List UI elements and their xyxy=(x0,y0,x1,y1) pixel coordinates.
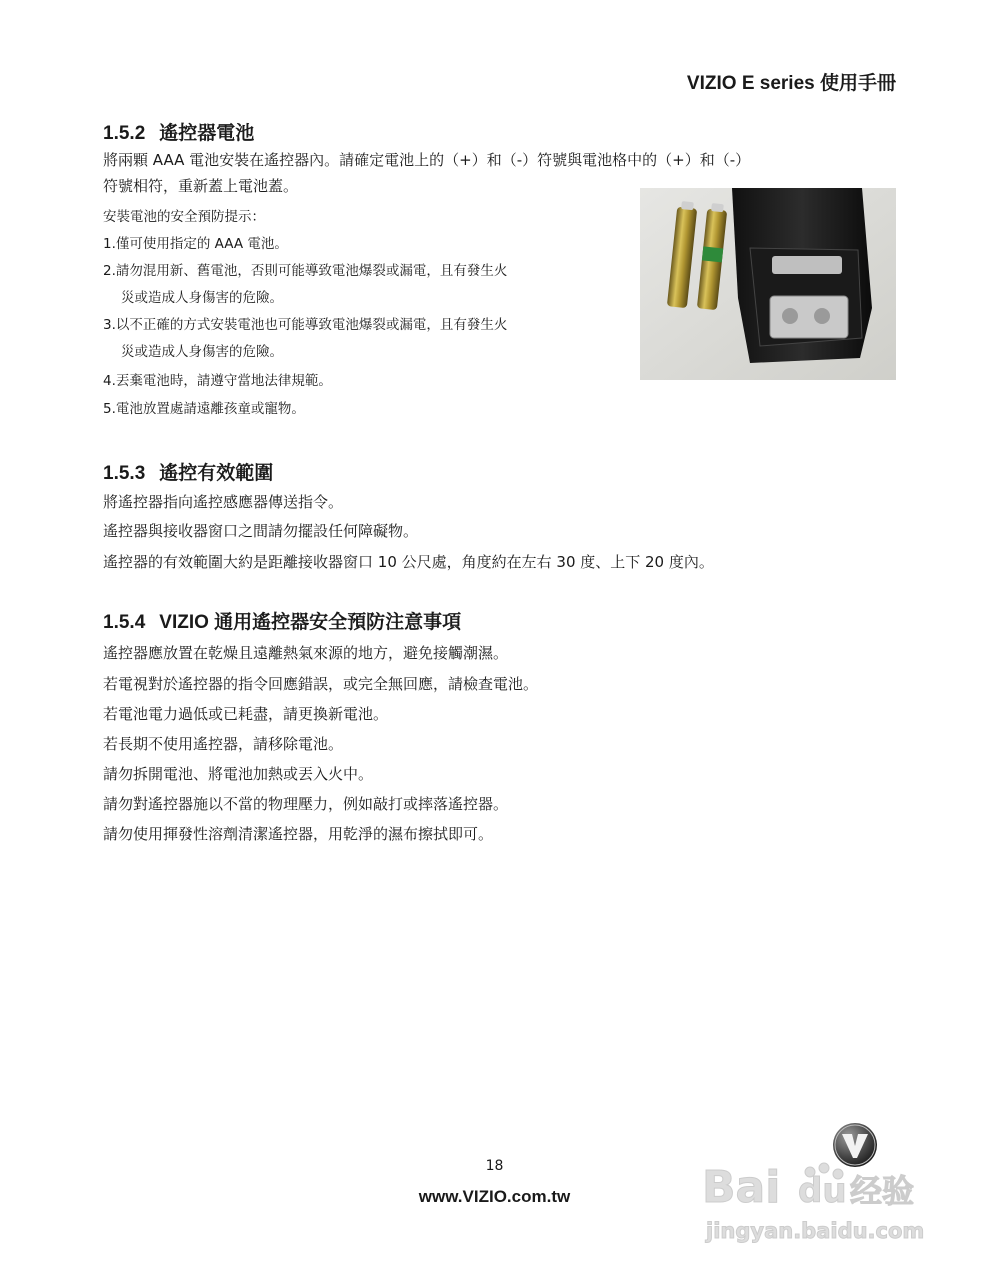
section-heading-range xyxy=(103,458,273,485)
battery-tip-5: 5.電池放置處請遠離孩童或寵物。 xyxy=(103,401,305,417)
safety-line-4: 若長期不使用遙控器，請移除電池。 xyxy=(103,735,344,753)
battery-tip-1: 1.僅可使用指定的 AAA 電池。 xyxy=(103,236,288,252)
section-number: 1.5.2 xyxy=(103,123,146,144)
section-number: 1.5.4 xyxy=(103,612,146,633)
safety-line-5: 請勿拆開電池、將電池加熱或丟入火中。 xyxy=(103,765,374,783)
range-line-1: 將遙控器指向遙控感應器傳送指令。 xyxy=(103,493,344,511)
safety-line-3: 若電池電力過低或已耗盡，請更換新電池。 xyxy=(103,705,389,723)
safety-line-1: 遙控器應放置在乾燥且遠離熱氣來源的地方，避免接觸潮濕。 xyxy=(103,644,509,662)
page-number: 18 xyxy=(485,1158,504,1174)
battery-intro-line-2: 符號相符，重新蓋上電池蓋。 xyxy=(103,177,299,195)
range-line-2: 遙控器與接收器窗口之間請勿擺設任何障礙物。 xyxy=(103,522,419,540)
battery-tip-2-cont: 災或造成人身傷害的危險。 xyxy=(121,290,283,306)
section-title: 遙控有效範圍 xyxy=(159,463,274,484)
battery-tips-heading: 安裝電池的安全預防提示： xyxy=(103,209,265,225)
baidu-watermark xyxy=(700,1150,940,1250)
header-title: VIZIO E series 使用手冊 xyxy=(686,73,896,94)
battery-intro-line-1: 將兩顆 AAA 電池安裝在遙控器內。請確定電池上的（+）和（-）符號與電池格中的（+）和（-） xyxy=(103,151,751,169)
watermark-brand-2: du xyxy=(798,1171,847,1211)
safety-line-7: 請勿使用揮發性溶劑清潔遙控器，用乾淨的濕布擦拭即可。 xyxy=(103,825,494,843)
watermark-brand-cn: 经验 xyxy=(850,1172,915,1210)
watermark-brand: Bai xyxy=(702,1162,781,1213)
safety-line-6: 請勿對遙控器施以不當的物理壓力，例如敲打或摔落遙控器。 xyxy=(103,795,509,813)
battery-tip-3: 3.以不正確的方式安裝電池也可能導致電池爆裂或漏電，且有發生火 xyxy=(103,317,508,333)
range-line-3: 遙控器的有效範圍大約是距離接收器窗口 10 公尺處，角度約在左右 30 度、上下 20 度內。 xyxy=(103,553,714,571)
battery-tip-2: 2.請勿混用新、舊電池，否則可能導致電池爆裂或漏電，且有發生火 xyxy=(103,263,508,279)
section-heading-battery xyxy=(103,118,254,145)
remote-battery-photo xyxy=(640,188,896,380)
battery-tip-4: 4.丟棄電池時，請遵守當地法律規範。 xyxy=(103,373,332,389)
watermark-domain: jingyan.baidu.com xyxy=(706,1219,925,1243)
safety-line-2: 若電視對於遙控器的指令回應錯誤，或完全無回應，請檢查電池。 xyxy=(103,675,539,693)
battery-tip-3-cont: 災或造成人身傷害的危險。 xyxy=(121,344,283,360)
section-title: VIZIO 通用遙控器安全預防注意事項 xyxy=(159,612,462,633)
section-number: 1.5.3 xyxy=(103,463,146,484)
section-title: 遙控器電池 xyxy=(159,123,255,144)
footer-url: www.VIZIO.com.tw xyxy=(418,1187,571,1206)
section-heading-safety xyxy=(103,607,461,634)
